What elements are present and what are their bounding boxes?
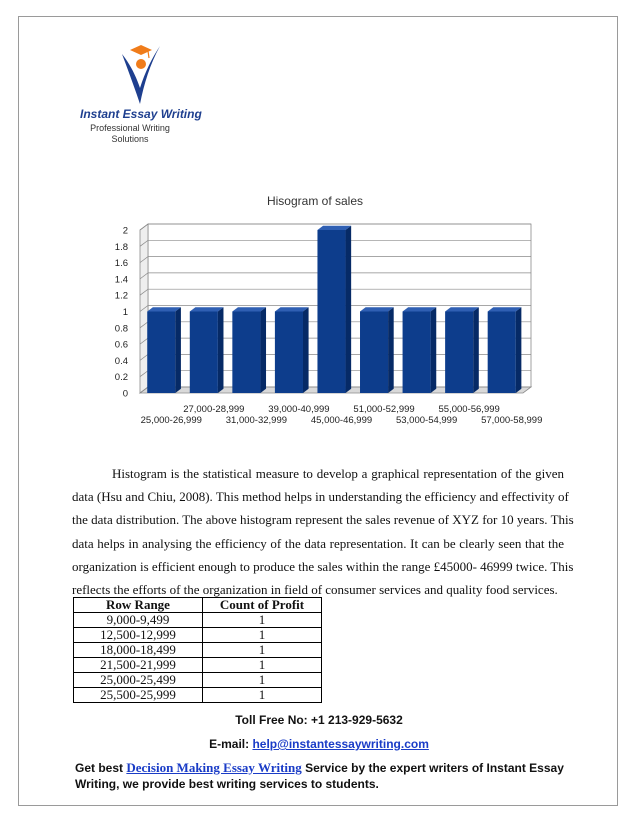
x-category-label: 25,000-26,999 [140, 415, 202, 426]
toll-free-number: Toll Free No: +1 213-929-5632 [235, 713, 403, 727]
histogram-bar-top [147, 307, 181, 311]
table-row [74, 658, 322, 673]
y-tick-label: 1.4 [114, 274, 128, 286]
histogram-bar [190, 312, 218, 394]
cell-range: 25,500-25,999 [74, 688, 203, 703]
brand-tagline [80, 123, 180, 145]
histogram-bar-side [303, 307, 309, 393]
y-tick-label: 1.6 [114, 258, 128, 270]
table-row [74, 673, 322, 688]
x-category-label: 53,000-54,999 [395, 415, 458, 426]
histogram-chart [95, 210, 543, 432]
promo-text-before: Get best [75, 761, 127, 775]
x-category-label: 27,000-28,999 [183, 404, 245, 415]
x-category-label: 39,000-40,999 [268, 404, 330, 415]
cell-count: 1 [203, 643, 322, 658]
histogram-bar-side [473, 307, 479, 393]
y-tick-label: 2 [122, 225, 128, 237]
histogram-bar-top [317, 226, 351, 230]
x-category-label: 31,000-32,999 [225, 415, 288, 426]
y-tick-label: 1 [122, 307, 128, 318]
brand-name: Instant Essay Writing [80, 107, 202, 121]
histogram-bar-side [516, 307, 522, 393]
histogram-bar [275, 312, 303, 394]
histogram-bar-top [360, 307, 394, 311]
histogram-bar-side [260, 307, 266, 393]
y-tick-label: 0 [122, 388, 128, 400]
paragraph-line: Histogram is the statistical measure to develop a graphical representation of the given [112, 466, 564, 481]
cell-count: 1 [203, 658, 322, 673]
cell-range: 12,500-12,999 [74, 628, 203, 643]
histogram-bar-side [388, 307, 394, 393]
brand-logo [80, 40, 210, 155]
paragraph-line: data (Hsu and Chiu, 2008). This method helps in understanding the efficiency and effectivity of [72, 489, 569, 505]
y-tick-label: 0.4 [114, 355, 128, 367]
cell-range: 18,000-18,499 [74, 643, 203, 658]
promo-text-after: Service by the expert writers of Instant Essay [301, 761, 564, 775]
body-paragraph [72, 462, 574, 601]
brand-tagline-line2: Solutions [111, 134, 149, 144]
chart-title: Hisogram of sales [266, 194, 364, 208]
email-line [0, 737, 638, 751]
histogram-bar-side [346, 226, 352, 393]
histogram-bar-top [190, 307, 224, 311]
x-category-label: 45,000-46,999 [310, 415, 373, 426]
profit-table [73, 597, 322, 703]
x-category-label: 57,000-58,999 [481, 415, 543, 426]
table-header-row [74, 598, 322, 613]
table-row [74, 613, 322, 628]
paragraph-line: organization is efficient enough to produce the sales within the range £45000- 46999 twice. This [72, 558, 574, 574]
y-tick-label: 1.8 [114, 241, 128, 253]
histogram-bar-top [275, 307, 309, 311]
y-tick-label: 0.2 [114, 372, 128, 384]
header-row-range: Row Range [74, 598, 203, 613]
x-category-label: 51,000-52,999 [353, 404, 415, 415]
table-row [74, 628, 322, 643]
histogram-bar [360, 312, 388, 394]
cell-range: 25,000-25,499 [74, 673, 203, 688]
decision-making-essay-link[interactable]: Decision Making Essay Writing [126, 760, 302, 775]
cell-count: 1 [203, 613, 322, 628]
email-label: E-mail: [209, 737, 253, 751]
histogram-bar [445, 312, 473, 394]
histogram-bar [488, 312, 516, 394]
x-category-label: 55,000-56,999 [438, 404, 500, 415]
logo-swoosh-icon [118, 40, 162, 108]
histogram-bar-side [218, 307, 224, 393]
table-row [74, 688, 322, 703]
y-tick-label: 0.6 [114, 339, 128, 351]
histogram-bar-top [232, 307, 266, 311]
footer-promo [75, 760, 563, 792]
header-count-of-profit: Count of Profit [203, 598, 322, 613]
cell-range: 21,500-21,999 [74, 658, 203, 673]
histogram-bar [317, 230, 345, 393]
paragraph-line: reflects the efforts of the organization in field of consumer services and quality food services. [72, 581, 558, 597]
histogram-bar-top [445, 307, 479, 311]
promo-line-1 [75, 760, 563, 776]
cell-range: 9,000-9,499 [74, 613, 203, 628]
y-tick-label: 0.8 [114, 323, 128, 335]
brand-tagline-line1: Professional Writing [90, 123, 170, 133]
histogram-bar-top [403, 307, 437, 311]
promo-line-2: Writing, we provide best writing services to students. [75, 777, 379, 791]
histogram-bar-side [431, 307, 437, 393]
histogram-bar-side [175, 307, 181, 393]
cell-count: 1 [203, 688, 322, 703]
paragraph-line: data helps in analysing the efficiency of the data representation. It can be clearly seen that the [72, 535, 564, 551]
cell-count: 1 [203, 673, 322, 688]
histogram-bar-top [488, 307, 522, 311]
paragraph-line: the data distribution. The above histogram represent the sales revenue of XYZ for 10 years. This [72, 512, 574, 528]
table-row [74, 643, 322, 658]
y-tick-label: 1.2 [114, 290, 128, 302]
histogram-bar [403, 312, 431, 394]
cell-count: 1 [203, 628, 322, 643]
email-link[interactable]: help@instantessaywriting.com [252, 737, 429, 751]
histogram-bar [232, 312, 260, 394]
histogram-bar [147, 312, 175, 394]
